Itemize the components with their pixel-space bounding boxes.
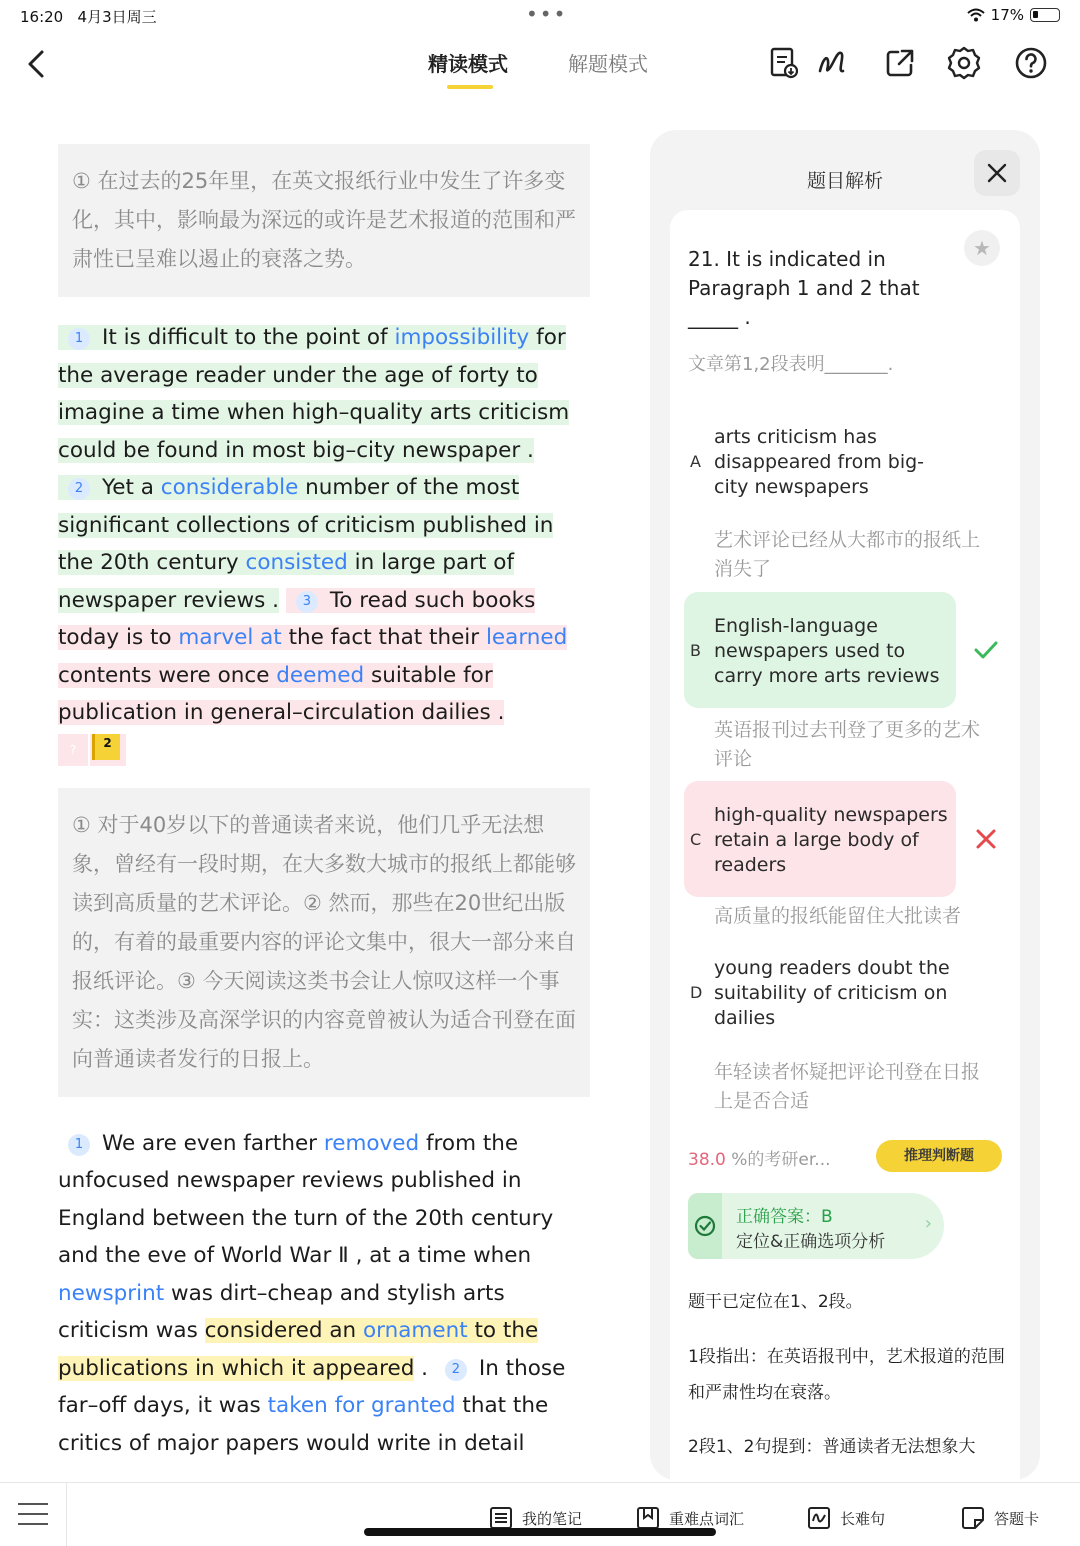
- question-text: 21. It is indicated in Paragraph 1 and 2 that _____ .: [688, 247, 920, 329]
- option-c[interactable]: [684, 803, 956, 879]
- option-text: arts criticism has disappeared from big-city newspapers: [714, 426, 925, 498]
- settings-gear-icon[interactable]: [946, 45, 982, 81]
- divider: [66, 1483, 67, 1546]
- sentence-1[interactable]: 1 It is difficult to the point of impossibility for the average reader under the age of forty to imagine a time when high–quality arts criticism could be found in most big–city newspaper .: [58, 325, 570, 463]
- answer-card-button[interactable]: [960, 1503, 1039, 1533]
- analysis-text: 2段1、2句提到：普通读者无法想象大: [688, 1437, 976, 1457]
- correct-answer-label: 正确答案：B: [736, 1207, 833, 1227]
- share-icon[interactable]: [882, 45, 918, 81]
- answer-check-icon: [688, 1193, 722, 1259]
- sentences-label: 长难句: [840, 1509, 886, 1528]
- option-text: high-quality newspapers retain a large body of readers: [714, 804, 948, 876]
- tab-close-reading[interactable]: 精读模式: [428, 52, 508, 76]
- wifi-icon: [967, 8, 985, 22]
- keyword[interactable]: learned: [485, 625, 568, 650]
- question-translation: 文章第1,2段表明_______.: [688, 354, 894, 375]
- sentence-number: 1: [68, 1134, 90, 1156]
- option-translation: 年轻读者怀疑把评论刊登在日报上是否合适: [714, 1061, 981, 1112]
- correct-answer-banner[interactable]: [688, 1193, 944, 1259]
- reading-pane: [58, 120, 590, 1480]
- option-a[interactable]: [684, 425, 956, 501]
- keyword[interactable]: considerable: [160, 475, 299, 500]
- passage-paragraph: [58, 1125, 590, 1463]
- translation-block: ① 在过去的25年里，在英文报纸行业中发生了许多变化，其中，影响最为深远的或许是艺术报道的范围和严肃性已呈难以遏止的衰落之势。: [58, 144, 590, 297]
- accuracy-stat: 38.0 %的考研er...: [688, 1150, 831, 1170]
- keyword[interactable]: removed: [323, 1130, 420, 1156]
- chevron-right-icon: ›: [924, 1213, 932, 1234]
- long-sentences-button[interactable]: [806, 1503, 885, 1533]
- question-tags: [58, 732, 590, 770]
- option-d[interactable]: [684, 956, 956, 1032]
- keyword[interactable]: ornament: [362, 1318, 468, 1343]
- question-flag-tag[interactable]: [90, 734, 126, 766]
- keyword[interactable]: taken for granted: [267, 1393, 456, 1418]
- notes-label: 我的笔记: [522, 1509, 583, 1528]
- keyword[interactable]: impossibility: [394, 325, 530, 350]
- sentence-2[interactable]: 2 Yet a considerable number of the most significant collections of criticism published in the 20th century consisted in large part of newspaper reviews .: [58, 475, 554, 613]
- favorite-star-icon[interactable]: ★: [964, 230, 1000, 266]
- sentence-icon: [806, 1505, 832, 1531]
- panel-title: 题目解析: [806, 170, 883, 192]
- option-letter: A: [690, 452, 701, 471]
- status-time: 16:20 4月3日周三: [20, 8, 157, 26]
- correct-check-icon: [972, 636, 1000, 664]
- keyword[interactable]: newsprint: [58, 1280, 165, 1306]
- sentence-number: 2: [445, 1359, 467, 1381]
- option-translation: 英语报刊过去刊登了更多的艺术评论: [714, 719, 981, 770]
- answer-icon-box: [688, 1193, 722, 1259]
- keyword[interactable]: consisted: [245, 550, 348, 575]
- back-arrow-icon[interactable]: [20, 46, 56, 82]
- close-panel-button[interactable]: [974, 150, 1020, 196]
- passage-paragraph: [58, 319, 590, 732]
- top-nav: [0, 30, 1080, 100]
- sentence-1[interactable]: 1 We are even farther removed from the unfocused newspaper reviews published in England between the turn of the 20th century and the eve of World War Ⅱ , at a time when newsprint was dirt–cheap and stylish arts criticism was considered an ornament to the publications in which it appeared .: [58, 1130, 554, 1381]
- question-type-badge: 推理判断题: [876, 1140, 1002, 1172]
- vocabulary-label: 重难点词汇: [669, 1509, 745, 1528]
- question-analysis-panel: [650, 130, 1040, 1480]
- status-right: [967, 6, 1060, 24]
- question-card: [670, 210, 1020, 1480]
- option-text: young readers doubt the suitability of criticism on dailies: [714, 957, 950, 1029]
- help-icon[interactable]: [1013, 45, 1049, 81]
- option-letter: B: [690, 641, 701, 660]
- option-translation: 艺术评论已经从大都市的报纸上消失了: [714, 529, 981, 580]
- document-download-icon[interactable]: [766, 45, 802, 81]
- keyword[interactable]: marvel at: [178, 625, 282, 650]
- flag-icon: 2: [92, 734, 120, 760]
- highlight[interactable]: considered an ornament to the publications in which it appeared: [58, 1318, 539, 1381]
- answer-analysis-label: 定位&正确选项分析: [736, 1232, 886, 1252]
- keyword[interactable]: deemed: [276, 662, 365, 688]
- status-bar: [0, 0, 1080, 30]
- wrong-cross-icon: [972, 825, 1000, 853]
- option-letter: D: [690, 983, 703, 1002]
- bottom-toolbar: [0, 1482, 1080, 1546]
- tab-solve-mode[interactable]: 解题模式: [568, 52, 648, 76]
- accuracy-percent: 38.0: [688, 1150, 726, 1170]
- option-letter: C: [690, 830, 702, 849]
- battery-percent: 17%: [990, 6, 1024, 24]
- analysis-text: 1段指出：在英语报刊中，艺术报道的范围和严肃性均在衰落。: [688, 1347, 1005, 1403]
- analysis-text: 题干已定位在1、2段。: [688, 1292, 863, 1312]
- menu-icon[interactable]: [18, 1503, 48, 1527]
- handwriting-icon[interactable]: [815, 45, 851, 81]
- option-text: English-language newspapers used to carry more arts reviews: [714, 615, 940, 687]
- option-translation: 高质量的报纸能留住大批读者: [714, 905, 962, 927]
- option-b[interactable]: [684, 614, 956, 690]
- close-icon: [974, 150, 1020, 196]
- multitask-dots[interactable]: •••: [526, 2, 568, 26]
- sentence-number: 2: [68, 478, 90, 500]
- home-indicator[interactable]: [364, 1528, 716, 1536]
- answer-card-label: 答题卡: [994, 1509, 1040, 1528]
- battery-icon: [1030, 8, 1060, 22]
- sentence-2[interactable]: 2 In those far–off days, it was taken for granted that the critics of major papers would write in detail: [58, 1355, 566, 1456]
- answer-card-icon: [960, 1505, 986, 1531]
- sentence-3[interactable]: 3 To read such books today is to marvel at the fact that their learned contents were once deemed suitable for publication in general–circulation dailies .: [58, 587, 568, 725]
- active-tab-indicator: [447, 85, 493, 89]
- sentence-number: 1: [68, 328, 90, 350]
- translation-block: ① 对于40岁以下的普通读者来说，他们几乎无法想象，曾经有一段时期，在大多数大城市的报纸上都能够读到高质量的艺术评论。② 然而，那些在20世纪出版的，有着的最重要内容的评论文集中，很大一部分来自报纸评论。③ 今天阅读这类书会让人惊叹这样一个事实：这类涉及高深学识的内容竟曾被认为适合刊登在面向普通读者发行的日报上。: [58, 788, 590, 1097]
- sentence-number: 3: [296, 591, 318, 613]
- question-tag[interactable]: ?: [58, 734, 88, 766]
